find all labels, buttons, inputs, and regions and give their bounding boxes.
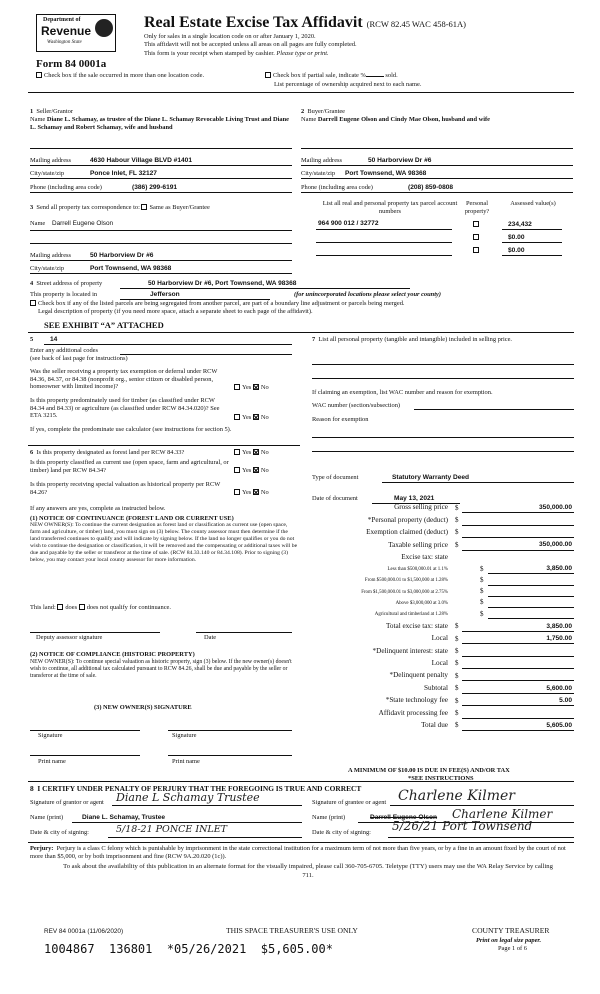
s6q1-no[interactable] bbox=[253, 449, 259, 455]
dollar-sign: $ bbox=[455, 540, 459, 549]
property-uninc: (for unincorporated locations please select your county) bbox=[294, 291, 441, 298]
print-label-1: Print name bbox=[38, 758, 66, 765]
tax-row bbox=[312, 695, 574, 707]
checkbox-does[interactable] bbox=[57, 604, 63, 610]
corr-mail-label: Mailing address bbox=[30, 252, 71, 259]
section5-codes-label: Enter any additional codes bbox=[30, 347, 98, 354]
tax-row bbox=[312, 539, 574, 551]
reason-label: Reason for exemption bbox=[312, 416, 369, 423]
property-segregated[interactable]: Check box if any of the listed parcels are being segregated from another parcel, are part of a boundary line adjustment or parcels being merged. bbox=[30, 300, 405, 308]
grantee-sig-label: Signature of grantee or agent bbox=[312, 799, 387, 806]
tax-row bbox=[312, 658, 574, 670]
note-2: This affidavit will not be accepted unless all areas on all pages are fully completed. bbox=[144, 41, 357, 49]
tax-row bbox=[312, 707, 574, 719]
tax-label: Total excise tax: state bbox=[386, 621, 448, 630]
seller-city-value: Ponce Inlet, FL 32127 bbox=[90, 170, 157, 177]
dollar-sign: $ bbox=[455, 684, 459, 693]
buyer-section: 2 Buyer/Grantee Name Darrell Eugene Olson and Cindy Mae Olson, husband and wife bbox=[301, 108, 490, 123]
s5q1-yes[interactable] bbox=[234, 384, 240, 390]
tax-label: Above $3,000,000 at 3.0% bbox=[395, 601, 448, 607]
property-legal: Legal description of property (if you need more space, attach a separate sheet to each page of the affidavit). bbox=[38, 308, 313, 315]
tax-row bbox=[312, 552, 574, 564]
seller-mail-label: Mailing address bbox=[30, 157, 71, 164]
grantee-name-hand: Charlene Kilmer bbox=[452, 807, 553, 821]
doc-date-value: May 13, 2021 bbox=[394, 495, 435, 502]
grantee-signature: Charlene Kilmer bbox=[398, 788, 515, 804]
dollar-sign: $ bbox=[480, 598, 484, 607]
note-italic: Please type or print. bbox=[276, 49, 329, 57]
title-ref: (RCW 82.45 WAC 458-61A) bbox=[366, 19, 466, 29]
check-partial-sale[interactable]: Check box if partial sale, indicate % sold. bbox=[265, 72, 398, 80]
parcel-number-1: 964 900 012 / 32772 bbox=[318, 220, 379, 227]
form-title bbox=[144, 13, 466, 33]
revenue-logo bbox=[36, 14, 116, 52]
section8-head: 8 I CERTIFY UNDER PENALTY OF PERJURY THAT THE FOREGOING IS TRUE AND CORRECT bbox=[30, 784, 362, 793]
grantee-name-label: Name (print) bbox=[312, 814, 346, 821]
see-instructions: *SEE INSTRUCTIONS bbox=[408, 775, 474, 782]
buyer-name: Darrell Eugene Olson and Cindy Mae Olson, husband and wife bbox=[317, 116, 490, 123]
tax-amount: 5,605.00 bbox=[546, 721, 572, 729]
section6-q3-answer: Yes No bbox=[234, 489, 269, 497]
section5-q2-answer: Yes No bbox=[234, 414, 269, 422]
checkbox-partial-sale[interactable] bbox=[265, 72, 271, 78]
tax-row bbox=[312, 621, 574, 633]
logo-emblem bbox=[95, 19, 113, 37]
legal-paper: Print on legal size paper. bbox=[476, 937, 542, 944]
buyer-city-label: City/state/zip bbox=[301, 170, 336, 177]
tax-label: Local bbox=[431, 634, 448, 643]
tax-label: Total due bbox=[421, 721, 448, 730]
notice2-text: NEW OWNER(S): To continue special valuation as historic property, sign (3) below. If the new owner(s) doesn't wish to continue, all additional tax calculated pursuant to RCW 84.26, shall be due and payable by the seller or transferor at the time of sale. bbox=[30, 659, 292, 680]
section6-q3: Is this property receiving special valuation as historical property per RCW 84.26? bbox=[30, 481, 221, 496]
note-1: Only for sales in a single location code on or after January 1, 2020. bbox=[144, 33, 316, 40]
form-number: Form 84 0001a bbox=[36, 58, 107, 70]
section5-q1-answer: Yes No bbox=[234, 384, 269, 392]
list-percentage: List percentage of ownership acquired next to each name. bbox=[274, 81, 422, 88]
grantee-name-struck: Darrell Eugene Olson bbox=[370, 814, 438, 821]
tax-amount: 1,750.00 bbox=[546, 635, 572, 643]
s6q1-yes[interactable] bbox=[234, 449, 240, 455]
perjury-text: Perjury: Perjury is a class C felony which is punishable by imprisonment in the state correctional institution for a maximum term of not more than five years, or by a fine in an amount fixed by the court of not more than $5,000, or by both imprisonment and fine (RCW 9A.20.020 (1c)). bbox=[30, 845, 566, 861]
land-qualify: This land: does does not qualify for continuance. bbox=[30, 604, 171, 611]
check-multi-location[interactable]: Check box if the sale occurred in more than one location code. bbox=[36, 72, 204, 80]
page-number: Page 1 of 6 bbox=[498, 945, 527, 952]
grantor-sig-label: Signature of grantor or agent bbox=[30, 799, 104, 806]
parcel-value-1: 234,432 bbox=[508, 221, 532, 228]
section6-q4: If any answers are yes, complete as instructed below. bbox=[30, 505, 166, 512]
treasurer-space: THIS SPACE TREASURER'S USE ONLY bbox=[226, 926, 358, 935]
tax-row bbox=[312, 564, 574, 575]
tax-label: From $500,000.01 to $1,500,000 at 1.28% bbox=[364, 578, 448, 584]
parcel-value-3: $0.00 bbox=[508, 247, 525, 254]
section5-codes-note: (see back of last page for instructions) bbox=[30, 355, 128, 362]
tax-amount: 5.00 bbox=[559, 697, 572, 705]
grantor-date-label: Date & city of signing: bbox=[30, 829, 89, 836]
tax-label: Local bbox=[431, 659, 448, 668]
s6q3-no[interactable] bbox=[253, 489, 259, 495]
dollar-sign: $ bbox=[455, 659, 459, 668]
tax-label: *Delinquent interest: state bbox=[372, 646, 448, 655]
corr-city-value: Port Townsend, WA 98368 bbox=[90, 265, 172, 272]
parcel-header-personal: Personal property? bbox=[464, 200, 490, 215]
dollar-sign: $ bbox=[455, 528, 459, 537]
tax-row bbox=[312, 670, 574, 682]
s6q2-no[interactable] bbox=[253, 467, 259, 473]
tax-label: Taxable selling price bbox=[388, 540, 448, 549]
dollar-sign: $ bbox=[455, 671, 459, 680]
tax-row bbox=[312, 587, 574, 598]
tax-label: *Delinquent penalty bbox=[389, 671, 448, 680]
tax-row bbox=[312, 575, 574, 586]
seller-mail-value: 4630 Habour Village BLVD #1401 bbox=[90, 157, 193, 164]
tax-row bbox=[312, 720, 574, 732]
checkbox-does-not[interactable] bbox=[79, 604, 85, 610]
perjury-request: To ask about the availability of this publication in an alternate format for the visually impaired, please call 360-705-6705. Teletype (TTY) users may use the WA Relay Service by calling 711. bbox=[63, 863, 553, 879]
corr-name-value: Darrell Eugene Olson bbox=[52, 220, 114, 227]
tax-label: Subtotal bbox=[424, 683, 448, 692]
tax-amount: 3,850.00 bbox=[546, 565, 572, 573]
dollar-sign: $ bbox=[455, 721, 459, 730]
section6-q2-answer: Yes No bbox=[234, 467, 269, 475]
title-text: Real Estate Excise Tax Affidavit bbox=[144, 14, 363, 31]
tax-row bbox=[312, 633, 574, 645]
dollar-sign: $ bbox=[455, 503, 459, 512]
tax-label: From $1,500,000.01 to $3,000,000 at 2.75% bbox=[361, 589, 448, 595]
wac-label: WAC number (section/subsection) bbox=[312, 402, 401, 409]
tax-label: Affidavit processing fee bbox=[378, 708, 448, 717]
tax-amount: 350,000.00 bbox=[538, 504, 572, 512]
tax-row bbox=[312, 609, 574, 620]
doc-type-value: Statutory Warranty Deed bbox=[392, 474, 470, 481]
buyer-phone-value: (208) 859-0808 bbox=[408, 184, 454, 191]
grantor-name-label: Name (print) bbox=[30, 814, 64, 821]
grantee-date-hand: 5/26/21 Port Townsend bbox=[392, 819, 533, 833]
section6-q1: 6 Is this property designated as forest land per RCW 84.33? bbox=[30, 449, 185, 456]
dollar-sign: $ bbox=[455, 696, 459, 705]
seller-name: Diane L. Schamay, as trustee of the Diane L. Schamay Revocable Living Trust and Diane L. Schamay and Robert Schamay, wife and husband bbox=[30, 116, 289, 131]
section6-q2: Is this property classified as current use (open space, farm and agricultural, or timber) land per RCW 84.34? bbox=[30, 459, 229, 474]
dollar-sign: $ bbox=[480, 564, 484, 573]
s5q1-no[interactable] bbox=[253, 384, 259, 390]
grantor-name: Diane L. Schamay, Trustee bbox=[82, 814, 166, 821]
section5-code: 14 bbox=[50, 336, 58, 343]
section5-head: 5 bbox=[30, 336, 34, 343]
tax-row bbox=[312, 683, 574, 695]
property-exhibit: SEE EXHIBIT “A” ATTACHED bbox=[44, 320, 164, 330]
tax-row bbox=[312, 645, 574, 657]
property-county: Jefferson bbox=[150, 291, 180, 298]
tax-label: Gross selling price bbox=[394, 503, 448, 512]
treasurer-stamp: 1004867 136801 *05/26/2021 $5,605.00* bbox=[44, 942, 333, 956]
section7: 7 List all personal property (tangible and intangible) included in selling price. bbox=[312, 336, 513, 343]
tax-label: *State technology fee bbox=[385, 696, 448, 705]
parcel-personal-checkbox-1[interactable] bbox=[473, 221, 479, 227]
grantee-date-label: Date & city of signing: bbox=[312, 829, 371, 836]
s6q2-yes[interactable] bbox=[234, 467, 240, 473]
note-3: This form is your receipt when stamped by cashier. Please type or print. bbox=[144, 49, 329, 57]
exempt-label: If claiming an exemption, list WAC number and reason for exemption. bbox=[312, 389, 493, 396]
tax-label: Agricultural and timberland at 1.28% bbox=[374, 612, 448, 618]
checkbox-multi-location[interactable] bbox=[36, 72, 42, 78]
header-notes bbox=[144, 33, 357, 58]
notice1-head: (1) NOTICE OF CONTINUANCE (FOREST LAND OR CURRENT USE) bbox=[30, 515, 234, 522]
dollar-sign: $ bbox=[480, 609, 484, 618]
section5-q3: If yes, complete the predominate use calculator (see instructions for section 5). bbox=[30, 426, 232, 433]
tax-label: *Personal property (deduct) bbox=[367, 515, 448, 524]
section5-q1: Was the seller receiving a property tax exemption or deferral under RCW 84.36, 84.37, or 84.38 (nonprofit org., senior citizen or disabled person, homeowner with limited income)? bbox=[30, 368, 218, 391]
dollar-sign: $ bbox=[455, 634, 459, 643]
tax-row bbox=[312, 502, 574, 514]
logo-mid-text: Revenue bbox=[41, 24, 92, 38]
sig-label-2: Signature bbox=[172, 732, 197, 739]
buyer-mail-label: Mailing address bbox=[301, 157, 342, 164]
parcel-personal-checkbox-3[interactable] bbox=[473, 247, 479, 253]
logo-bot-text: Washington State bbox=[47, 40, 82, 45]
tax-label: Excise tax: state bbox=[401, 552, 448, 561]
corr-mail-value: 50 Harborview Dr #6 bbox=[90, 252, 154, 259]
print-label-2: Print name bbox=[172, 758, 200, 765]
buyer-city-value: Port Townsend, WA 98368 bbox=[345, 170, 427, 177]
tax-amount: 350,000.00 bbox=[538, 541, 572, 549]
parcel-header-numbers: List all real and personal property tax parcel account numbers bbox=[322, 200, 458, 215]
dollar-sign: $ bbox=[455, 646, 459, 655]
tax-label: Less than $500,000.01 at 1.1% bbox=[387, 567, 448, 573]
seller-city-label: City/state/zip bbox=[30, 170, 65, 177]
notice1-text: NEW OWNER(S): To continue the current designation as forest land or classification as current use (open space, farm and agriculture, or timber) land, you must sign on (3) below. The county assessor must then determine if the land transferred continues to qualify and will indicate by signing below. If the land no longer qualifies or you do not wish to continue the designation or classification, it will be removed and the compensating or additional taxes will be due and payable by the seller or transferor at the time of sale. (RCW 84.33.140 or 84.34.108). Prior to signing (3) below, you may contact your local county assessor for more information. bbox=[30, 522, 298, 563]
s5q2-no[interactable] bbox=[253, 414, 259, 420]
doc-type-label: Type of document bbox=[312, 474, 359, 481]
s5q2-yes[interactable] bbox=[234, 414, 240, 420]
buyer-mail-value: 50 Harborview Dr #6 bbox=[368, 157, 432, 164]
tax-row bbox=[312, 598, 574, 609]
seller-section: 1 Seller/Grantor Name Diane L. Schamay, as trustee of the Diane L. Schamay Revocable Living Trust and Diane L. Schamay and Robert Schamay, wife and husband bbox=[30, 108, 289, 131]
tax-row bbox=[312, 514, 574, 526]
seller-phone-value: (386) 299-6191 bbox=[132, 184, 178, 191]
notice2-head: (2) NOTICE OF COMPLIANCE (HISTORIC PROPERTY) bbox=[30, 651, 195, 658]
minimum-notice: A MINIMUM OF $10.00 IS DUE IN FEE(S) AND/OR TAX bbox=[348, 767, 510, 774]
tax-amount: 3,850.00 bbox=[546, 622, 572, 630]
checkbox-segregated[interactable] bbox=[30, 300, 36, 306]
seller-phone-label: Phone (including area code) bbox=[30, 184, 102, 191]
dollar-sign: $ bbox=[455, 622, 459, 631]
sig-label-1: Signature bbox=[38, 732, 63, 739]
property-located: This property is located in bbox=[30, 291, 98, 298]
grantor-signature: Diane L Schamay Trustee bbox=[116, 791, 260, 804]
corr-city-label: City/state/zip bbox=[30, 265, 65, 272]
property-street-value: 50 Harborview Dr #6, Port Townsend, WA 98368 bbox=[148, 280, 297, 287]
s6q3-yes[interactable] bbox=[234, 489, 240, 495]
section5-q2: Is this property predominately used for timber (as classified under RCW 84.34 and 84.33) or agriculture (as classified under RCW 84.34.020)? See ETA 3215. bbox=[30, 397, 220, 420]
parcel-header-assessed: Assessed value(s) bbox=[510, 200, 556, 207]
property-street: 4 Street address of property bbox=[30, 280, 103, 287]
buyer-phone-label: Phone (including area code) bbox=[301, 184, 373, 191]
parcel-personal-checkbox-2[interactable] bbox=[473, 234, 479, 240]
logo-top-text: Department of bbox=[43, 17, 81, 23]
dollar-sign: $ bbox=[455, 708, 459, 717]
dollar-sign: $ bbox=[455, 516, 459, 525]
grantor-date-hand: 5/18-21 PONCE INLET bbox=[116, 824, 228, 835]
deputy-label: Deputy assessor signature bbox=[36, 634, 103, 641]
deputy-date-label: Date bbox=[204, 634, 217, 641]
doc-date-label: Date of document bbox=[312, 495, 358, 502]
section6-q1-answer: Yes No bbox=[234, 449, 269, 457]
rev-number: REV 84 0001a (11/06/2020) bbox=[44, 928, 124, 935]
corr-name-label: Name bbox=[30, 220, 46, 227]
dollar-sign: $ bbox=[480, 575, 484, 584]
dollar-sign: $ bbox=[480, 587, 484, 596]
county-treasurer: COUNTY TREASURER bbox=[472, 926, 550, 935]
correspondence-line: 3 Send all property tax correspondence to: Same as Buyer/Grantee bbox=[30, 204, 210, 211]
new-owner-signature: (3) NEW OWNER(S) SIGNATURE bbox=[94, 704, 192, 711]
tax-row bbox=[312, 527, 574, 539]
parcel-value-2: $0.00 bbox=[508, 234, 525, 241]
tax-amount: 5,600.00 bbox=[546, 684, 572, 692]
checkbox-same-as-buyer[interactable] bbox=[141, 204, 147, 210]
tax-label: Exemption claimed (deduct) bbox=[366, 528, 448, 537]
